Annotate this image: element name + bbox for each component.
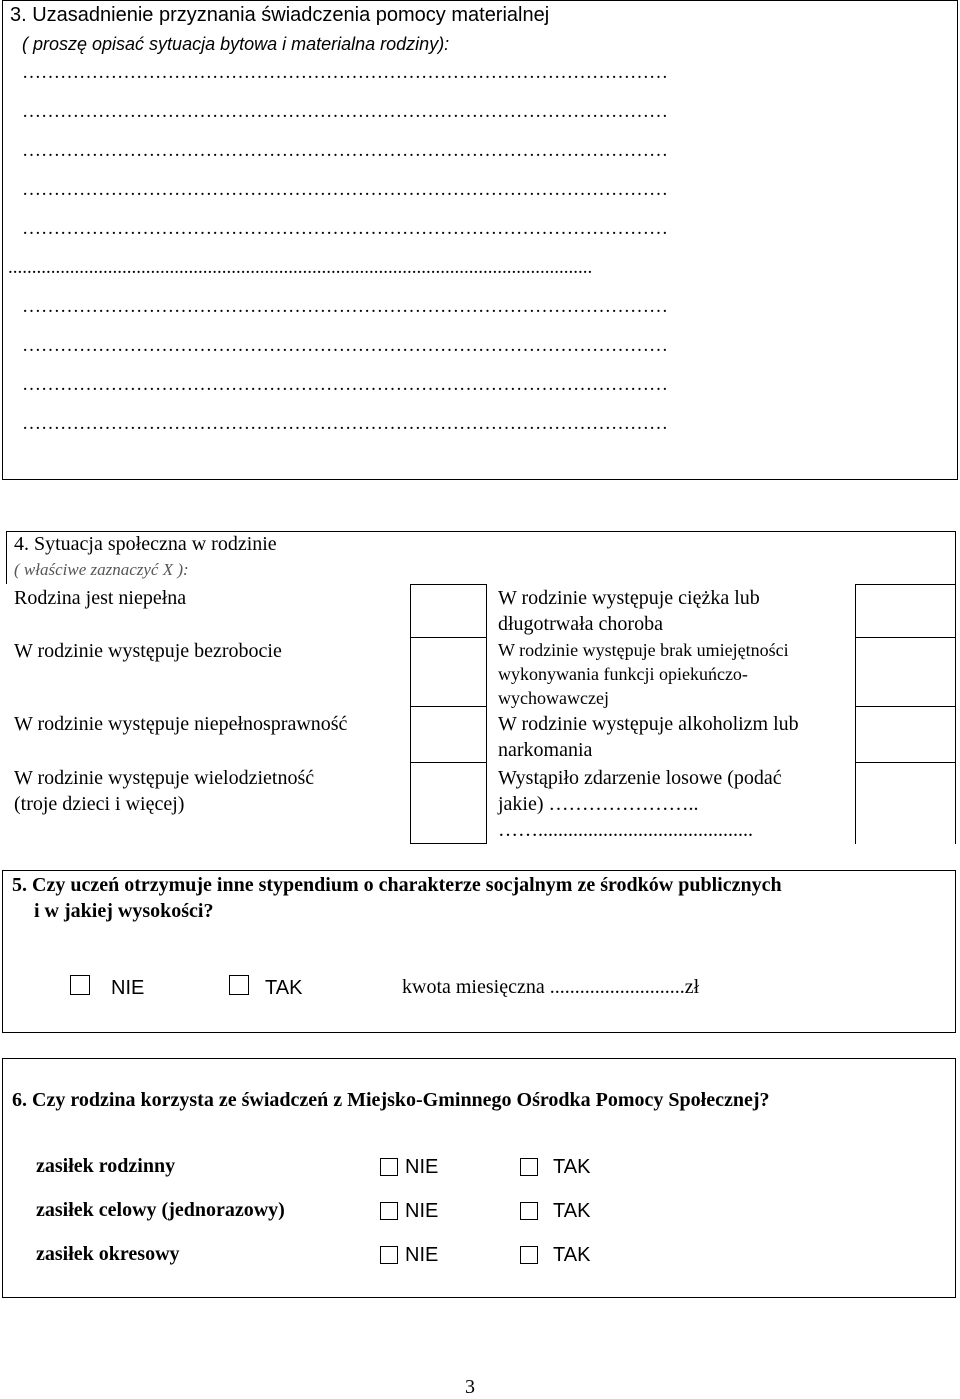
section6-title: 6. Czy rodzina korzysta ze świadczeń z Miejsko-Gminnego Ośrodka Pomocy Społecznej? — [12, 1089, 770, 1111]
page-number: 3 — [465, 1376, 475, 1398]
right-checkbox-cells — [855, 584, 956, 844]
left-checkbox-cells — [410, 584, 487, 844]
option-zdarzenie-losowe-cont[interactable]: jakie) ………………….. — [498, 793, 699, 815]
checkbox-nie[interactable] — [70, 975, 90, 995]
option-zdarzenie-losowe: Wystąpiło zdarzenie losowe (podać — [498, 767, 782, 789]
section5-title: 5. Czy uczeń otrzymuje inne stypendium o charakterze socjalnym ze środków publicznych — [12, 874, 782, 896]
label-tak: TAK — [553, 1200, 591, 1222]
option-bezrobocie: W rodzinie występuje bezrobocie — [14, 640, 282, 662]
section3-title: 3. Uzasadnienie przyznania świadczenia pomocy materialnej — [10, 4, 550, 26]
section4-subtitle: ( właściwe zaznaczyć X ): — [14, 560, 189, 579]
answer-line[interactable]: ………………………………………………………………………………………… — [22, 101, 668, 122]
option-alkoholizm: W rodzinie występuje alkoholizm lub — [498, 713, 799, 735]
right-checkbox[interactable] — [855, 762, 956, 763]
option-wielodzietnosc: W rodzinie występuje wielodzietność — [14, 767, 315, 789]
answer-line[interactable]: ………………………………………………………………………………………… — [22, 62, 668, 83]
benefit-label: zasiłek rodzinny — [36, 1155, 176, 1177]
option-brak-umiejetnosci: W rodzinie występuje brak umiejętności — [498, 640, 789, 660]
left-checkbox[interactable] — [410, 637, 487, 638]
checkbox-nie[interactable] — [380, 1246, 398, 1264]
label-nie: NIE — [405, 1200, 439, 1222]
right-checkbox[interactable] — [855, 706, 956, 707]
answer-line[interactable]: ........................................................................................................................... — [8, 257, 593, 278]
section4-title: 4. Sytuacja społeczna w rodzinie — [14, 533, 277, 555]
option-niepelnosprawnosc: W rodzinie występuje niepełnosprawność — [14, 713, 348, 735]
answer-line[interactable]: ………………………………………………………………………………………… — [22, 296, 668, 317]
answer-line[interactable]: ………………………………………………………………………………………… — [22, 374, 668, 395]
section3-subtitle: ( proszę opisać sytuacja bytowa i materialna rodziny): — [22, 34, 450, 54]
right-checkbox[interactable] — [855, 637, 956, 638]
option-brak-umiejetnosci-cont: wychowawczej — [498, 688, 609, 708]
benefit-label: zasiłek okresowy — [36, 1243, 180, 1265]
option-brak-umiejetnosci-cont: wykonywania funkcji opiekuńczo- — [498, 664, 748, 684]
section4-frame — [6, 531, 7, 584]
label-tak: TAK — [553, 1244, 591, 1266]
label-tak: TAK — [553, 1156, 591, 1178]
section5-title-cont: i w jakiej wysokości? — [34, 900, 214, 922]
checkbox-nie[interactable] — [380, 1202, 398, 1220]
answer-line[interactable]: ………………………………………………………………………………………… — [22, 218, 668, 239]
section4-frame — [955, 531, 956, 584]
left-checkbox[interactable] — [410, 706, 487, 707]
benefit-label: zasiłek celowy (jednorazowy) — [36, 1199, 285, 1221]
answer-line[interactable]: ………………………………………………………………………………………… — [22, 179, 668, 200]
label-tak: TAK — [265, 977, 303, 999]
checkbox-tak[interactable] — [520, 1246, 538, 1264]
answer-line[interactable]: ………………………………………………………………………………………… — [22, 140, 668, 161]
answer-line[interactable]: ………………………………………………………………………………………… — [22, 335, 668, 356]
left-checkbox[interactable] — [410, 762, 487, 763]
checkbox-tak[interactable] — [520, 1158, 538, 1176]
option-alkoholizm-cont: narkomania — [498, 739, 593, 761]
option-zdarzenie-losowe-cont[interactable]: ……........................................... — [498, 819, 753, 841]
option-choroba-cont: długotrwała choroba — [498, 613, 663, 635]
option-wielodzietnosc-note: (troje dzieci i więcej) — [14, 793, 185, 815]
option-rodzina-niepelna: Rodzina jest niepełna — [14, 587, 187, 609]
checkbox-tak[interactable] — [229, 975, 249, 995]
label-nie: NIE — [405, 1244, 439, 1266]
amount-field[interactable]: kwota miesięczna ...........................zł — [402, 976, 700, 998]
option-choroba: W rodzinie występuje ciężka lub — [498, 587, 760, 609]
checkbox-tak[interactable] — [520, 1202, 538, 1220]
answer-line[interactable]: ………………………………………………………………………………………… — [22, 413, 668, 434]
label-nie: NIE — [111, 977, 145, 999]
checkbox-nie[interactable] — [380, 1158, 398, 1176]
section4-frame — [6, 531, 956, 532]
label-nie: NIE — [405, 1156, 439, 1178]
